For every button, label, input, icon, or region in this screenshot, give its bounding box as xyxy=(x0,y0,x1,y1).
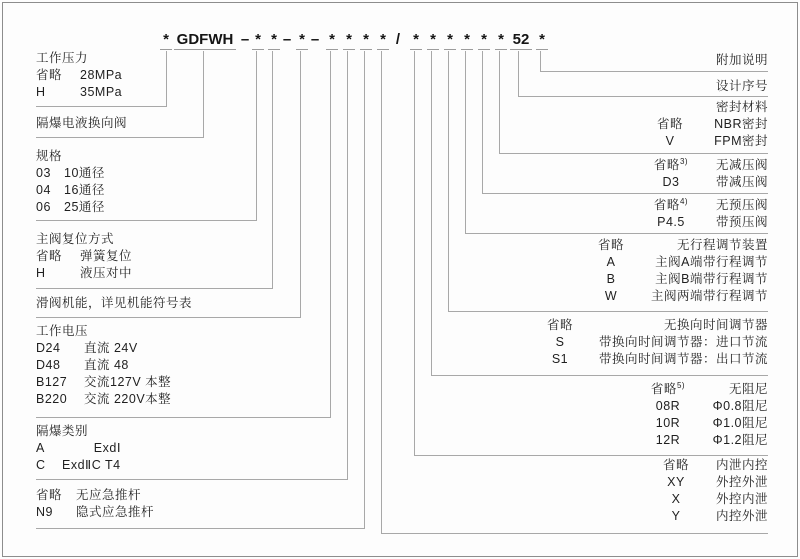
legend-row xyxy=(654,491,768,508)
connector-hline xyxy=(482,193,768,194)
option-label: ExdⅡC T4 xyxy=(62,458,121,472)
option-label: 弹簧复位 xyxy=(80,249,133,263)
legend-row xyxy=(644,398,768,415)
connector-hline xyxy=(381,533,768,534)
code-underline-tick xyxy=(536,49,548,50)
connector-hline xyxy=(465,233,768,234)
option-code-text: P4.5 xyxy=(657,215,685,229)
model-code-segment: – xyxy=(240,31,250,48)
connector-vline xyxy=(364,51,365,528)
option-code xyxy=(644,381,692,398)
option-code-text: 省略 xyxy=(650,382,677,396)
connector-vline xyxy=(166,51,167,106)
option-code-text: A xyxy=(36,441,45,455)
connector-hline xyxy=(36,479,348,480)
left-block-valve-name xyxy=(36,115,127,132)
connector-vline xyxy=(330,51,331,417)
legend-row xyxy=(648,116,768,133)
option-label: 交流127V 本整 xyxy=(84,375,172,389)
option-label: 25通径 xyxy=(64,200,105,214)
option-label: 无应急推杆 xyxy=(76,488,142,502)
connector-vline xyxy=(482,51,483,193)
model-code-segment: * xyxy=(255,31,261,48)
option-label: 无减压阀 xyxy=(715,158,768,172)
option-label: 主阀B端带行程调节 xyxy=(655,272,768,286)
left-block-explosion-class xyxy=(36,423,121,474)
connector-hline xyxy=(36,317,301,318)
option-label: 主阀两端带行程调节 xyxy=(650,289,768,303)
code-underline-tick xyxy=(510,49,532,50)
option-label: 外控内泄 xyxy=(715,492,768,506)
model-code-segment: * xyxy=(464,31,470,48)
option-label: 隐式应急推杆 xyxy=(76,505,155,519)
option-label: NBR密封 xyxy=(714,117,768,131)
option-code-text: S xyxy=(555,335,565,349)
option-code-text: B xyxy=(606,272,616,286)
option-code-text: D3 xyxy=(662,175,680,189)
left-block-spool-function xyxy=(36,295,192,312)
right-block-additional-note xyxy=(716,52,768,69)
option-code xyxy=(654,508,698,525)
option-code xyxy=(586,237,636,254)
option-label: 带换向时间调节器：出口节流 xyxy=(598,352,768,366)
connector-hline xyxy=(431,375,768,376)
legend-row xyxy=(36,440,121,457)
legend-row xyxy=(586,271,768,288)
option-code-text: W xyxy=(604,289,618,303)
option-code xyxy=(36,248,80,265)
connector-vline xyxy=(272,51,273,288)
option-code xyxy=(36,182,64,199)
option-label: ExdⅠ xyxy=(62,441,122,455)
option-code-text: 省略 xyxy=(656,117,683,131)
block-title: 设计序号 xyxy=(715,79,768,93)
option-code xyxy=(586,271,636,288)
option-code-text: XY xyxy=(667,475,685,489)
option-code-text: V xyxy=(665,134,675,148)
option-code xyxy=(654,474,698,491)
option-code-text: 省略 xyxy=(36,68,63,82)
option-code-text: 08R xyxy=(655,399,681,413)
block-title: 隔爆类别 xyxy=(36,424,89,438)
connector-hline xyxy=(36,106,167,107)
connector-hline xyxy=(36,528,365,529)
legend-row xyxy=(654,457,768,474)
connector-vline xyxy=(300,51,301,317)
option-code xyxy=(36,504,76,521)
option-code-text: 省略 xyxy=(36,249,63,263)
legend-row xyxy=(540,351,768,368)
code-underline-tick xyxy=(252,49,264,50)
connector-vline xyxy=(431,51,432,375)
option-label: 内控外泄 xyxy=(715,509,768,523)
option-code-text: X xyxy=(671,492,681,506)
legend-row xyxy=(36,265,132,282)
option-label: 交流 220V本整 xyxy=(84,392,172,406)
option-label: 无换向时间调节器 xyxy=(663,318,768,332)
option-label: 带预压阀 xyxy=(715,215,768,229)
right-block-design-serial xyxy=(716,78,768,95)
model-code-segment: 52 xyxy=(512,31,530,48)
code-underline-tick xyxy=(444,49,456,50)
option-code-text: 06 xyxy=(36,200,51,214)
footnote-superscript: 5) xyxy=(676,380,686,390)
code-underline-tick xyxy=(377,49,389,50)
legend-row xyxy=(646,197,768,214)
legend-row xyxy=(36,67,122,84)
option-code xyxy=(654,491,698,508)
option-label: 35MPa xyxy=(80,85,123,99)
connector-vline xyxy=(465,51,466,233)
model-code-segment: * xyxy=(346,31,352,48)
right-block-reducing-valve xyxy=(646,157,768,191)
connector-hline xyxy=(414,455,768,456)
legend-row xyxy=(36,391,171,408)
connector-hline xyxy=(36,417,331,418)
model-code-segment: * xyxy=(447,31,453,48)
option-code xyxy=(646,197,696,214)
legend-row xyxy=(36,357,171,374)
option-code xyxy=(540,351,580,368)
code-underline-tick xyxy=(495,49,507,50)
connector-vline xyxy=(518,51,519,96)
option-label: 16通径 xyxy=(64,183,105,197)
legend-row xyxy=(36,84,122,101)
option-code xyxy=(36,265,80,282)
connector-hline xyxy=(36,137,204,138)
option-code-text: 省略 xyxy=(662,458,689,472)
model-code-segment: * xyxy=(363,31,369,48)
connector-hline xyxy=(36,288,273,289)
model-code-segment: * xyxy=(163,31,169,48)
code-underline-tick xyxy=(427,49,439,50)
code-underline-tick xyxy=(461,49,473,50)
option-code-text: H xyxy=(36,266,46,280)
option-code xyxy=(36,67,80,84)
legend-row xyxy=(644,415,768,432)
legend-row xyxy=(36,182,105,199)
footnote-superscript: 4) xyxy=(679,196,689,206)
option-code xyxy=(36,487,76,504)
option-code xyxy=(654,457,698,474)
legend-row xyxy=(644,381,768,398)
legend-row xyxy=(654,508,768,525)
option-code-text: 省略 xyxy=(597,238,624,252)
option-code xyxy=(36,340,84,357)
option-code xyxy=(36,84,80,101)
code-underline-tick xyxy=(360,49,372,50)
block-title: 滑阀机能，详见机能符号表 xyxy=(36,296,193,310)
left-block-size-spec xyxy=(36,148,105,216)
option-label: 28MPa xyxy=(80,68,123,82)
model-code-segment: – xyxy=(310,31,320,48)
option-code-text: 04 xyxy=(36,183,51,197)
option-label: 无预压阀 xyxy=(715,198,768,212)
model-code-segment: * xyxy=(299,31,305,48)
option-code xyxy=(648,116,692,133)
option-code xyxy=(586,288,636,305)
code-underline-tick xyxy=(326,49,338,50)
option-label: 无行程调节装置 xyxy=(676,238,768,252)
option-code xyxy=(586,254,636,271)
option-label: Φ1.2阻尼 xyxy=(712,433,768,447)
option-code xyxy=(644,415,692,432)
connector-vline xyxy=(381,51,382,533)
option-label: 内泄内控 xyxy=(715,458,768,472)
option-code-text: B220 xyxy=(36,392,68,406)
legend-row xyxy=(36,248,132,265)
code-underline-tick xyxy=(410,49,422,50)
block-title: 主阀复位方式 xyxy=(36,232,115,246)
option-code xyxy=(646,174,696,191)
footnote-superscript: 3) xyxy=(679,156,689,166)
connector-vline xyxy=(499,51,500,153)
connector-vline xyxy=(347,51,348,479)
code-underline-tick xyxy=(268,49,280,50)
option-code xyxy=(648,133,692,150)
block-title: 工作压力 xyxy=(36,51,89,65)
right-block-time-adjuster xyxy=(540,317,768,368)
legend-row xyxy=(646,157,768,174)
option-code xyxy=(36,165,64,182)
connector-hline xyxy=(518,96,768,97)
legend-row xyxy=(36,165,105,182)
connector-vline xyxy=(203,51,204,137)
option-code xyxy=(644,398,692,415)
option-label: 直流 24V xyxy=(84,341,138,355)
left-block-emergency-pushrod xyxy=(36,487,154,521)
option-code-text: 03 xyxy=(36,166,51,180)
option-code-text: Y xyxy=(671,509,681,523)
model-code-segment: * xyxy=(498,31,504,48)
model-code-segment: * xyxy=(380,31,386,48)
option-code xyxy=(36,457,62,474)
model-code-segment: GDFWH xyxy=(176,31,234,48)
code-underline-tick xyxy=(478,49,490,50)
option-label: 带换向时间调节器：进口节流 xyxy=(598,335,768,349)
option-code-text: B127 xyxy=(36,375,68,389)
option-code-text: D48 xyxy=(36,358,61,372)
option-code-text: H xyxy=(36,85,46,99)
option-code-text: 省略 xyxy=(653,198,680,212)
legend-row xyxy=(586,288,768,305)
connector-vline xyxy=(414,51,415,455)
model-code-segment: / xyxy=(395,31,401,48)
option-code xyxy=(540,317,580,334)
right-block-stroke-adjuster xyxy=(586,237,768,305)
code-underline-tick xyxy=(160,49,172,50)
option-code xyxy=(36,391,84,408)
connector-hline xyxy=(36,220,257,221)
option-code-text: S1 xyxy=(551,352,569,366)
option-label: 外控外泄 xyxy=(715,475,768,489)
connector-vline xyxy=(448,51,449,311)
legend-row xyxy=(648,133,768,150)
block-title: 隔爆电液换向阀 xyxy=(36,116,128,130)
code-underline-tick xyxy=(174,49,236,50)
option-code-text: A xyxy=(606,255,616,269)
option-code-text: 省略 xyxy=(36,488,63,502)
model-code-segment: * xyxy=(539,31,545,48)
legend-row xyxy=(36,487,154,504)
right-block-preload-valve xyxy=(646,197,768,231)
legend-row xyxy=(540,317,768,334)
legend-row xyxy=(36,457,121,474)
option-code xyxy=(646,214,696,231)
option-code xyxy=(646,157,696,174)
option-label: 10通径 xyxy=(64,166,105,180)
legend-row xyxy=(36,504,154,521)
left-block-working-pressure xyxy=(36,50,122,101)
option-code-text: 12R xyxy=(655,433,681,447)
option-code xyxy=(36,199,64,216)
model-code-segment: * xyxy=(271,31,277,48)
option-code xyxy=(36,357,84,374)
block-title: 附加说明 xyxy=(715,53,768,67)
connector-hline xyxy=(499,153,768,154)
option-code-text: 省略 xyxy=(546,318,573,332)
legend-row xyxy=(654,474,768,491)
legend-row xyxy=(646,174,768,191)
legend-row xyxy=(644,432,768,449)
option-code-text: C xyxy=(36,458,46,472)
right-block-seal-material xyxy=(648,99,768,150)
connector-hline xyxy=(448,311,768,312)
option-code xyxy=(36,374,84,391)
option-label: 液压对中 xyxy=(80,266,133,280)
code-underline-tick xyxy=(296,49,308,50)
block-title: 工作电压 xyxy=(36,324,89,338)
option-code xyxy=(644,432,692,449)
model-code-segment: * xyxy=(329,31,335,48)
legend-row xyxy=(586,237,768,254)
block-title: 密封材料 xyxy=(715,100,768,114)
connector-vline xyxy=(540,51,541,71)
right-block-damping xyxy=(644,381,768,449)
model-code-segment: – xyxy=(282,31,292,48)
right-block-pilot-drain xyxy=(654,457,768,525)
model-code-segment: * xyxy=(413,31,419,48)
model-code-segment: * xyxy=(430,31,436,48)
connector-vline xyxy=(256,51,257,220)
option-code xyxy=(36,440,62,457)
option-label: 直流 48 xyxy=(84,358,129,372)
option-label: 带减压阀 xyxy=(715,175,768,189)
option-code xyxy=(540,334,580,351)
left-block-main-valve-reset xyxy=(36,231,132,282)
option-code-text: D24 xyxy=(36,341,61,355)
option-label: 无阻尼 xyxy=(728,382,768,396)
option-code-text: 10R xyxy=(655,416,681,430)
legend-row xyxy=(36,199,105,216)
option-code-text: N9 xyxy=(36,505,53,519)
left-block-working-voltage xyxy=(36,323,171,408)
option-label: FPM密封 xyxy=(714,134,768,148)
option-code-text: 省略 xyxy=(653,158,680,172)
option-label: Φ1.0阻尼 xyxy=(712,416,768,430)
legend-row xyxy=(586,254,768,271)
legend-row xyxy=(540,334,768,351)
model-code-segment: * xyxy=(481,31,487,48)
option-label: Φ0.8阻尼 xyxy=(712,399,768,413)
block-title: 规格 xyxy=(36,149,63,163)
legend-row xyxy=(36,340,171,357)
legend-row xyxy=(646,214,768,231)
legend-row xyxy=(36,374,171,391)
connector-hline xyxy=(540,71,768,72)
option-label: 主阀A端带行程调节 xyxy=(655,255,768,269)
code-underline-tick xyxy=(343,49,355,50)
